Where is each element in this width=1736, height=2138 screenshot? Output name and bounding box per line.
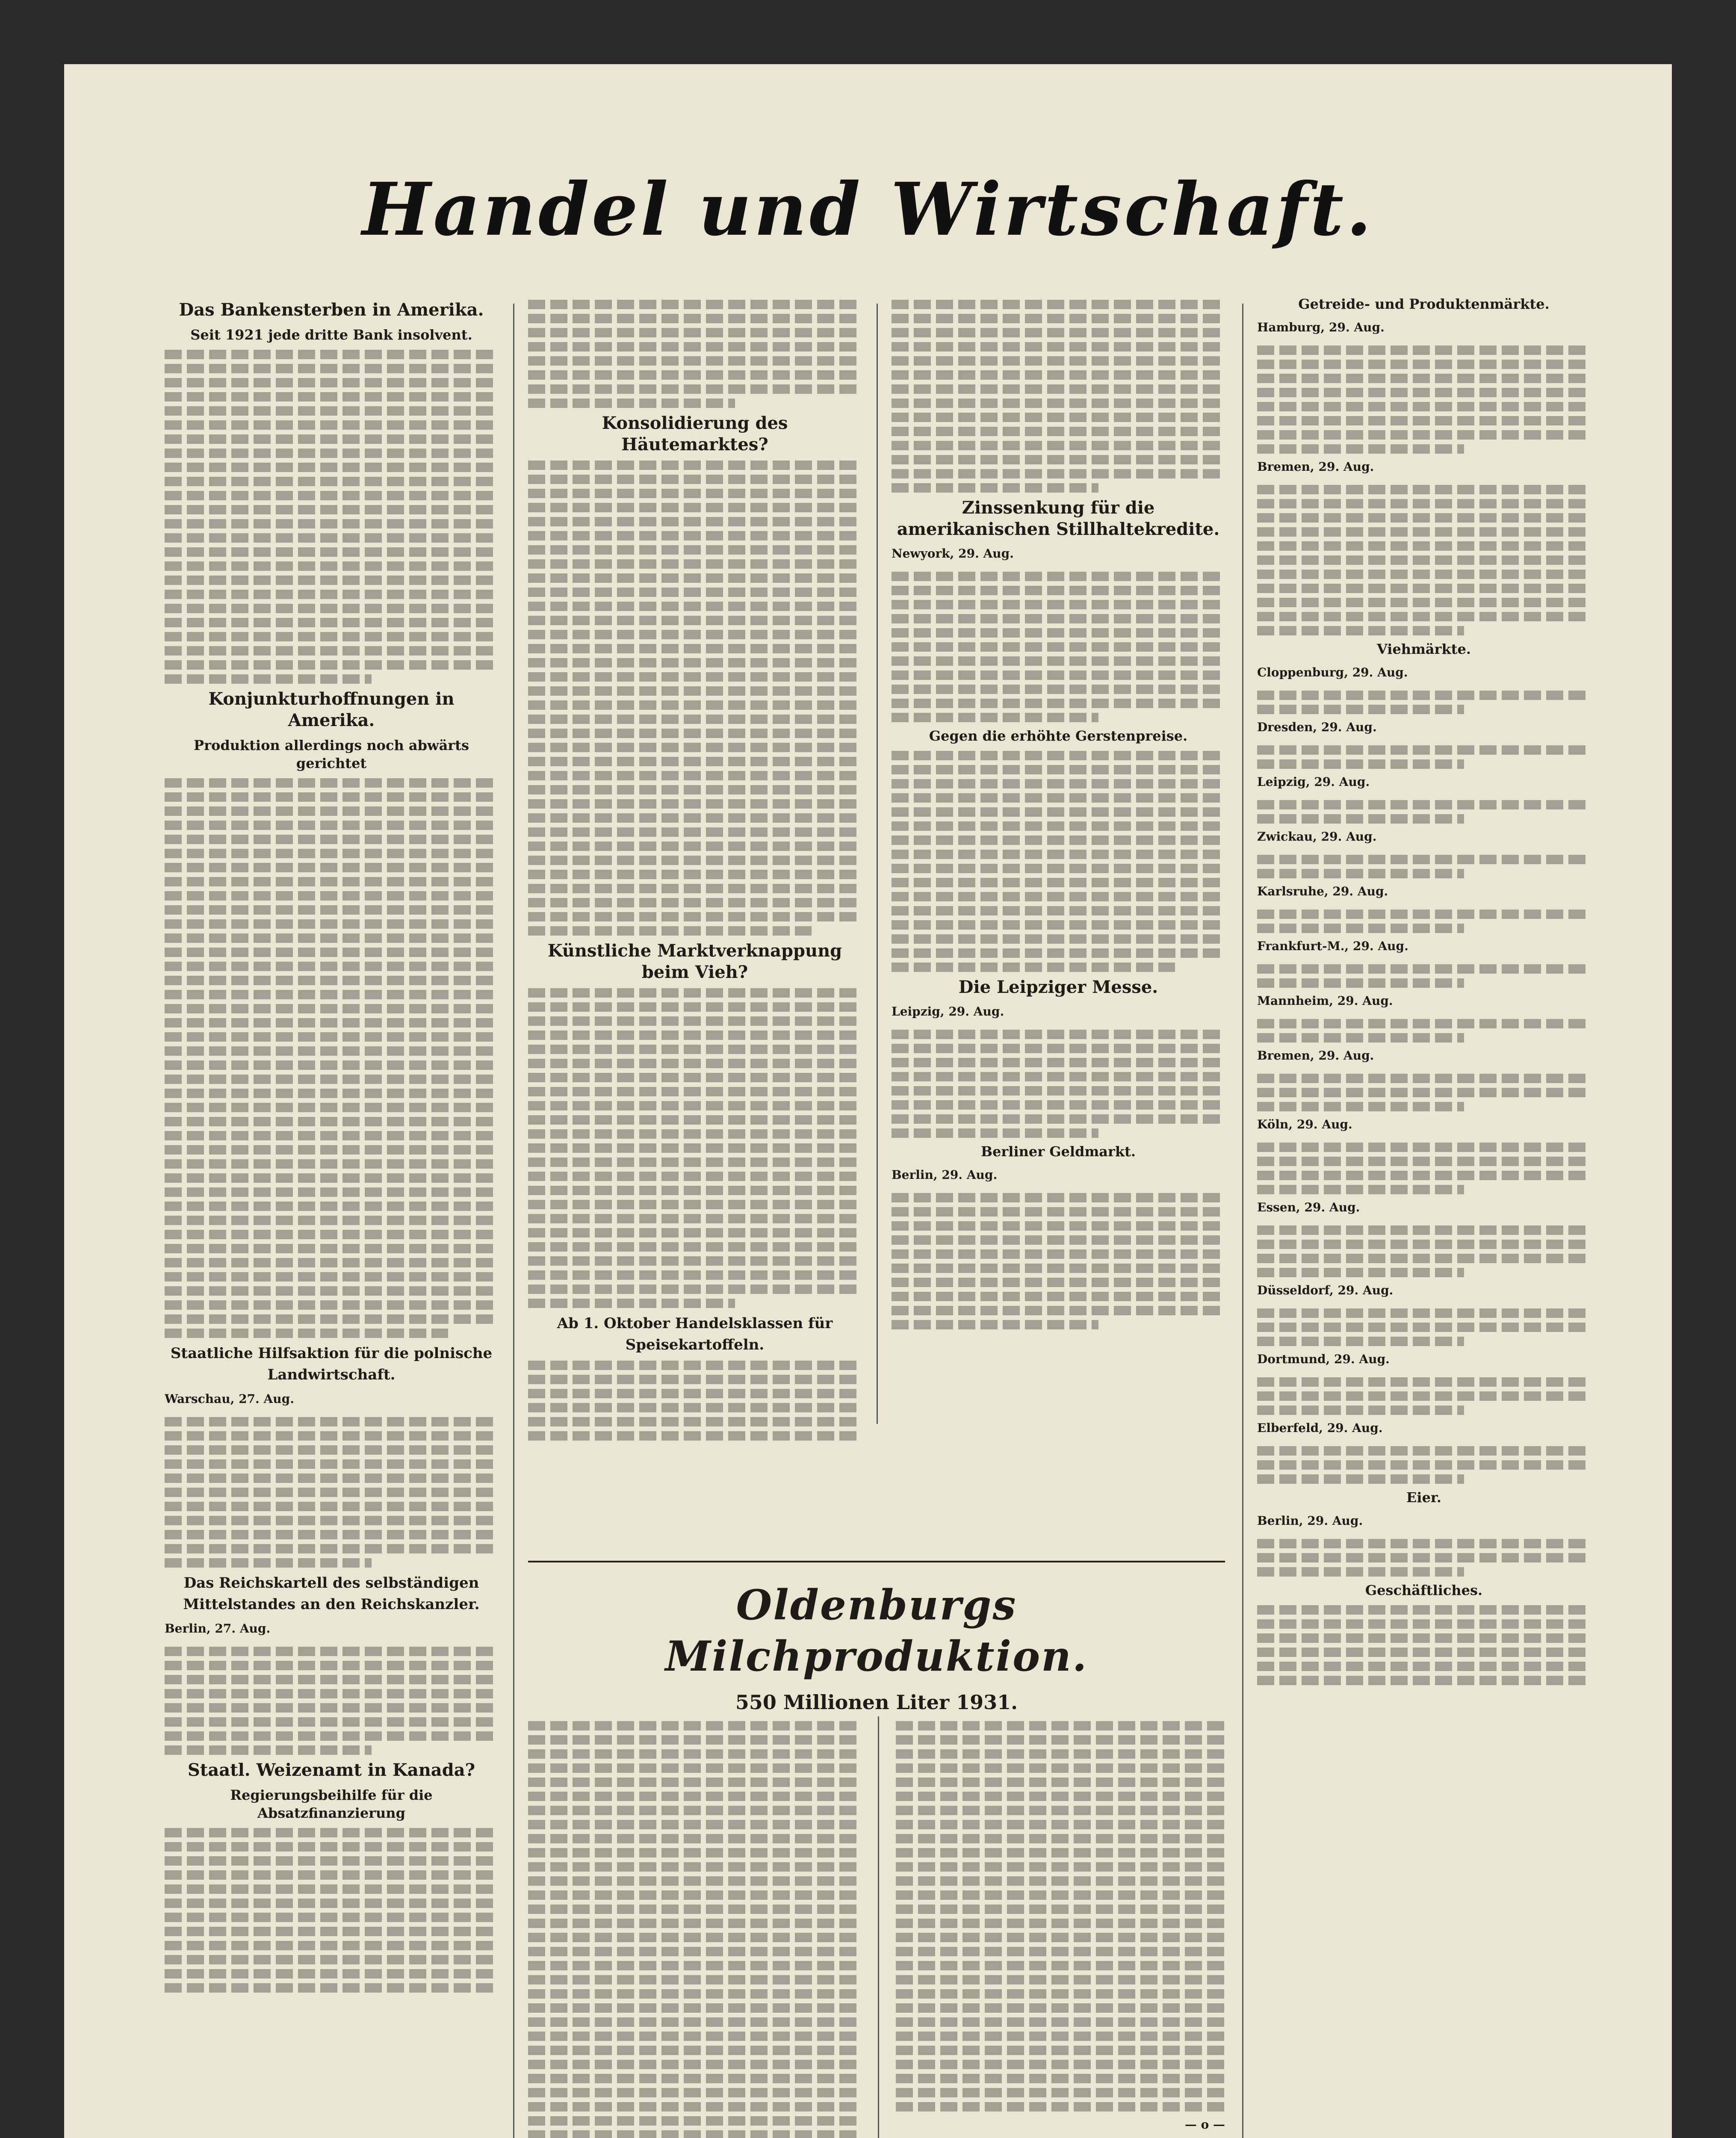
newspaper-page	[64, 64, 1672, 2138]
article-title: Eier.	[1406, 1489, 1441, 1506]
article-title: Ab 1. Oktober Handelsklassen für Speisekartoffeln.	[557, 1315, 833, 1353]
market-dateline: Frankfurt-M., 29. Aug.	[1257, 939, 1408, 953]
article-column	[896, 1716, 1225, 2138]
market-dateline: Elberfeld, 29. Aug.	[1257, 1421, 1383, 1435]
dateline: Leipzig, 29. Aug.	[892, 1004, 1004, 1019]
article-subtitle: 550 Millionen Liter 1931.	[735, 1691, 1018, 1714]
article-title: Konjunkturhoffnungen in Amerika.	[208, 689, 455, 730]
dateline: Newyork, 29. Aug.	[892, 546, 1014, 561]
article-title: Staatliche Hilfsaktion für die polnische Landwirtschaft.	[170, 1345, 493, 1383]
column-divider	[513, 304, 514, 2138]
column-3	[892, 295, 1225, 1441]
market-dateline: Dortmund, 29. Aug.	[1257, 1352, 1390, 1366]
article-title: Viehmärkte.	[1377, 641, 1471, 657]
article-title: Geschäftliches.	[1365, 1582, 1483, 1598]
market-dateline: Mannheim, 29. Aug.	[1257, 994, 1393, 1008]
article-title: Die Leipziger Messe.	[958, 977, 1158, 997]
column-divider	[1242, 304, 1243, 2138]
article-column	[528, 1716, 857, 2138]
article-subtitle: Regierungsbeihilfe für die Absatzfinanzierung	[230, 1787, 433, 1821]
article-title: Künstliche Marktverknappung beim Vieh?	[547, 941, 842, 982]
market-dateline: Bremen, 29. Aug.	[1257, 460, 1374, 474]
dateline: Warschau, 27. Aug.	[165, 1392, 294, 1406]
column-divider	[877, 304, 878, 1424]
market-dateline: Köln, 29. Aug.	[1257, 1117, 1352, 1131]
market-dateline: Cloppenburg, 29. Aug.	[1257, 665, 1408, 679]
column-divider	[878, 1716, 879, 2138]
column-4	[1257, 295, 1591, 2138]
market-dateline: Leipzig, 29. Aug.	[1257, 775, 1370, 789]
section-masthead: Handel und Wirtschaft.	[362, 167, 1374, 252]
article-title: Gegen die erhöhte Gerstenpreise.	[929, 728, 1188, 744]
article-title: Das Reichskartell des selbständigen Mittelstandes an den Reichskanzler.	[183, 1574, 480, 1613]
article-title: Konsolidierung des Häutemarktes?	[602, 413, 788, 455]
market-dateline: Düsseldorf, 29. Aug.	[1257, 1283, 1394, 1297]
article-title: Das Bankensterben in Amerika.	[179, 300, 484, 320]
article-title: Berliner Geldmarkt.	[981, 1143, 1136, 1160]
article-title: Zinssenkung für die amerikanischen Stillhaltekredite.	[897, 498, 1220, 539]
dateline: Berlin, 27. Aug.	[165, 1621, 271, 1636]
market-dateline: Dresden, 29. Aug.	[1257, 720, 1377, 734]
column-1	[165, 295, 498, 2138]
oldenburg-article	[528, 1561, 1225, 2138]
market-dateline: Bremen, 29. Aug.	[1257, 1048, 1374, 1063]
article-title: Getreide- und Produktenmärkte.	[1298, 296, 1550, 312]
article-end-mark: — o —	[1184, 2117, 1225, 2132]
article-title: Staatl. Weizenamt in Kanada?	[187, 1760, 475, 1780]
article-subtitle: Seit 1921 jede dritte Bank insolvent.	[190, 327, 472, 343]
dateline: Berlin, 29. Aug.	[1257, 1514, 1363, 1528]
market-dateline: Karlsruhe, 29. Aug.	[1257, 884, 1388, 898]
market-dateline: Hamburg, 29. Aug.	[1257, 320, 1385, 334]
market-dateline: Essen, 29. Aug.	[1257, 1200, 1360, 1214]
article-subtitle: Produktion allerdings noch abwärts gerichtet	[194, 737, 469, 771]
market-dateline: Zwickau, 29. Aug.	[1257, 830, 1377, 844]
article-title: Oldenburgs Milchproduktion.	[665, 1581, 1088, 1680]
dateline: Berlin, 29. Aug.	[892, 1168, 998, 1182]
column-2	[528, 295, 862, 1441]
